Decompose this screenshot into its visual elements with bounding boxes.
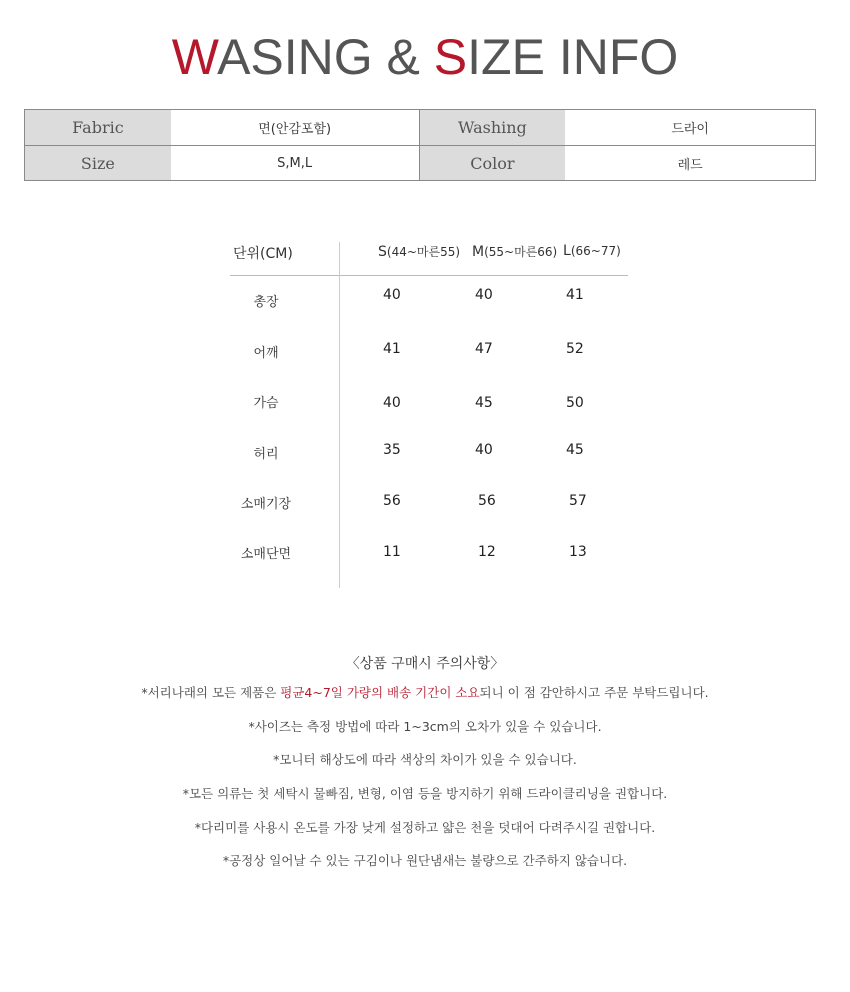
info-table (24, 109, 816, 181)
page-title (0, 28, 850, 86)
cell-waist-l: 45 (566, 442, 584, 458)
color-value: 레드 (677, 157, 703, 173)
size-table-vertical-divider (339, 242, 340, 588)
info-row-fabric (25, 110, 815, 145)
title-text-2: IZE INFO (467, 29, 679, 85)
note-line-3: *모니터 해상도에 따라 색상의 차이가 있을 수 있습니다. (273, 752, 577, 767)
row-label-sleeve-opening: 소매단면 (240, 547, 292, 562)
washing-label: Washing (420, 110, 566, 145)
cell-chest-m: 45 (475, 395, 493, 411)
cell-shoulder-m: 47 (475, 341, 493, 357)
cell-length-l: 41 (566, 287, 584, 303)
note-line-2: *사이즈는 측정 방법에 따라 1~3cm의 오차가 있을 수 있습니다. (248, 719, 602, 734)
note-line-1: *서리나래의 모든 제품은 평균4~7일 가량의 배송 기간이 소요되니 이 점 감안하시고 주문 부탁드립니다. (141, 685, 709, 700)
size-label: Size (25, 146, 171, 180)
title-accent-s: S (433, 29, 468, 85)
column-header-m: M(55~마른66) (472, 244, 558, 260)
column-header-l: L(66~77) (563, 243, 621, 259)
washing-value: 드라이 (671, 122, 709, 137)
cell-chest-l: 50 (566, 395, 584, 411)
unit-header: 단위(CM) (233, 246, 293, 262)
cell-sleeve-opening-s: 11 (383, 544, 401, 560)
fabric-label: Fabric (25, 110, 171, 145)
row-label-shoulder: 어깨 (253, 346, 279, 361)
column-header-s: S(44~마른55) (378, 244, 461, 260)
cell-sleeve-length-l: 57 (569, 493, 587, 509)
cell-sleeve-opening-m: 12 (478, 544, 496, 560)
shipping-highlight: 평균4~7일 가량의 배송 기간이 소요 (280, 685, 480, 700)
size-value: S,M,L (171, 146, 420, 180)
cell-sleeve-length-s: 56 (383, 493, 401, 509)
cell-sleeve-opening-l: 13 (569, 544, 587, 560)
title-accent-w: W (171, 29, 218, 85)
row-label-chest: 가슴 (253, 396, 279, 411)
row-label-sleeve-length: 소매기장 (240, 497, 292, 512)
cell-length-s: 40 (383, 287, 401, 303)
title-text-1: ASING & (217, 29, 434, 85)
cell-shoulder-s: 41 (383, 341, 401, 357)
row-label-waist: 허리 (253, 447, 279, 462)
info-row-size (25, 145, 815, 180)
cell-shoulder-l: 52 (566, 341, 584, 357)
cell-waist-s: 35 (383, 442, 401, 458)
size-table-header-divider (230, 275, 628, 276)
notes-heading: 〈상품 구매시 주의사항〉 (345, 656, 505, 672)
note-line-6: *공정상 일어날 수 있는 구김이나 원단냄새는 불량으로 간주하지 않습니다. (222, 853, 628, 868)
cell-sleeve-length-m: 56 (478, 493, 496, 509)
row-label-length: 총장 (253, 295, 279, 310)
color-label: Color (420, 146, 566, 180)
cell-waist-m: 40 (475, 442, 493, 458)
cell-length-m: 40 (475, 287, 493, 303)
fabric-value: 면(안감포함) (171, 110, 420, 145)
note-line-5: *다리미를 사용시 온도를 가장 낮게 설정하고 얇은 천을 덧대어 다려주시길 권합니다. (194, 820, 656, 835)
note-line-4: *모든 의류는 첫 세탁시 물빠짐, 변형, 이염 등을 방지하기 위해 드라이클리닝을 권합니다. (182, 786, 668, 801)
cell-chest-s: 40 (383, 395, 401, 411)
